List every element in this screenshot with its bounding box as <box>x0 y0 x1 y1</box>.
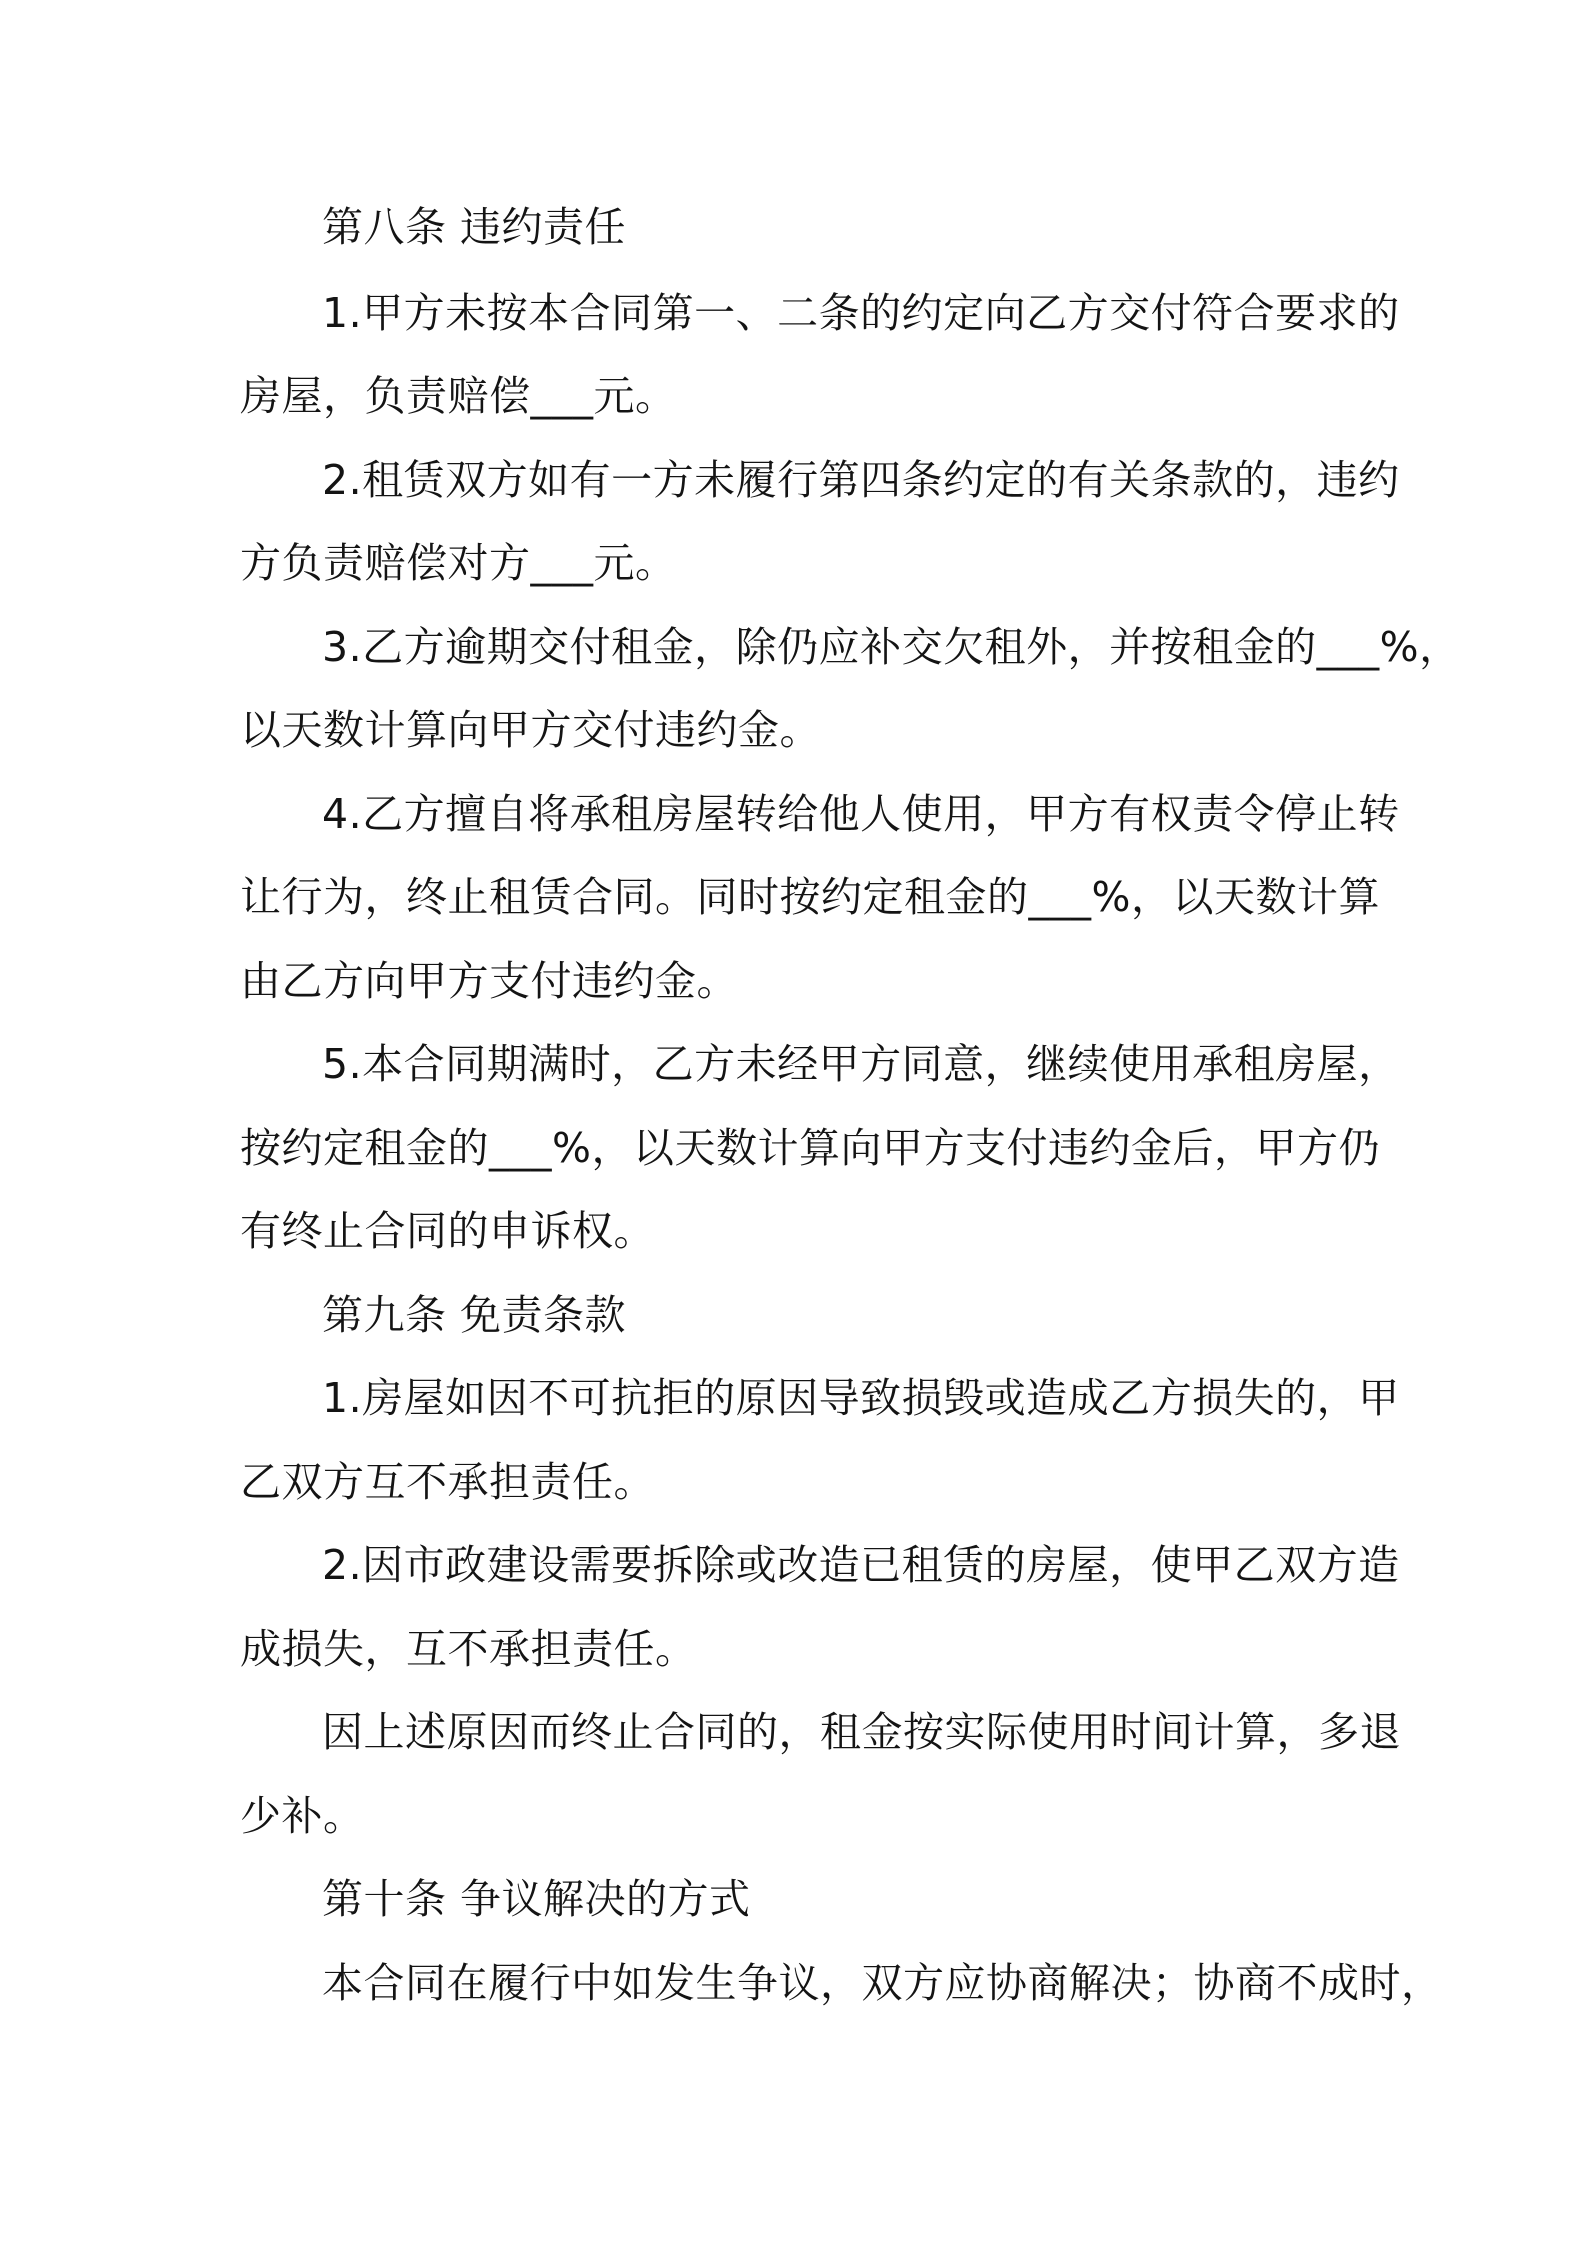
paragraph-line: 5.本合同期满时，乙方未经甲方同意，继续使用承租房屋， <box>322 1040 1400 1088</box>
paragraph-line: 按约定租金的___%，以天数计算向甲方支付违约金后，甲方仍 <box>240 1124 1380 1172</box>
paragraph-line: 2.租赁双方如有一方未履行第四条约定的有关条款的，违约 <box>322 456 1400 504</box>
paragraph-line: 因上述原因而终止合同的，租金按实际使用时间计算，多退 <box>322 1708 1401 1756</box>
section-heading-article-8: 第八条 违约责任 <box>322 203 627 251</box>
paragraph-line: 1.房屋如因不可抗拒的原因导致损毁或造成乙方损失的，甲 <box>322 1374 1400 1422</box>
paragraph-line: 房屋，负责赔偿___元。 <box>240 372 677 420</box>
paragraph-line: 方负责赔偿对方___元。 <box>240 539 677 587</box>
paragraph-line: 1.甲方未按本合同第一、二条的约定向乙方交付符合要求的 <box>322 289 1400 337</box>
paragraph-line: 本合同在履行中如发生争议，双方应协商解决；协商不成时， <box>322 1959 1443 2007</box>
paragraph-line: 4.乙方擅自将承租房屋转给他人使用，甲方有权责令停止转 <box>322 790 1400 838</box>
paragraph-line: 以天数计算向甲方交付违约金。 <box>240 706 821 754</box>
section-heading-article-10: 第十条 争议解决的方式 <box>322 1875 751 1923</box>
paragraph-line: 让行为，终止租赁合同。同时按约定租金的___%，以天数计算 <box>240 873 1380 921</box>
paragraph-line: 成损失，互不承担责任。 <box>240 1625 697 1673</box>
paragraph-line: 由乙方向甲方支付违约金。 <box>240 957 738 1005</box>
paragraph-line: 2.因市政建设需要拆除或改造已租赁的房屋，使甲乙双方造 <box>322 1541 1400 1589</box>
paragraph-line: 少补。 <box>240 1792 365 1840</box>
paragraph-line: 乙双方互不承担责任。 <box>240 1458 655 1506</box>
paragraph-line: 有终止合同的申诉权。 <box>240 1207 655 1255</box>
section-heading-article-9: 第九条 免责条款 <box>322 1291 627 1339</box>
paragraph-line: 3.乙方逾期交付租金，除仍应补交欠租外，并按租金的___%， <box>322 623 1461 671</box>
